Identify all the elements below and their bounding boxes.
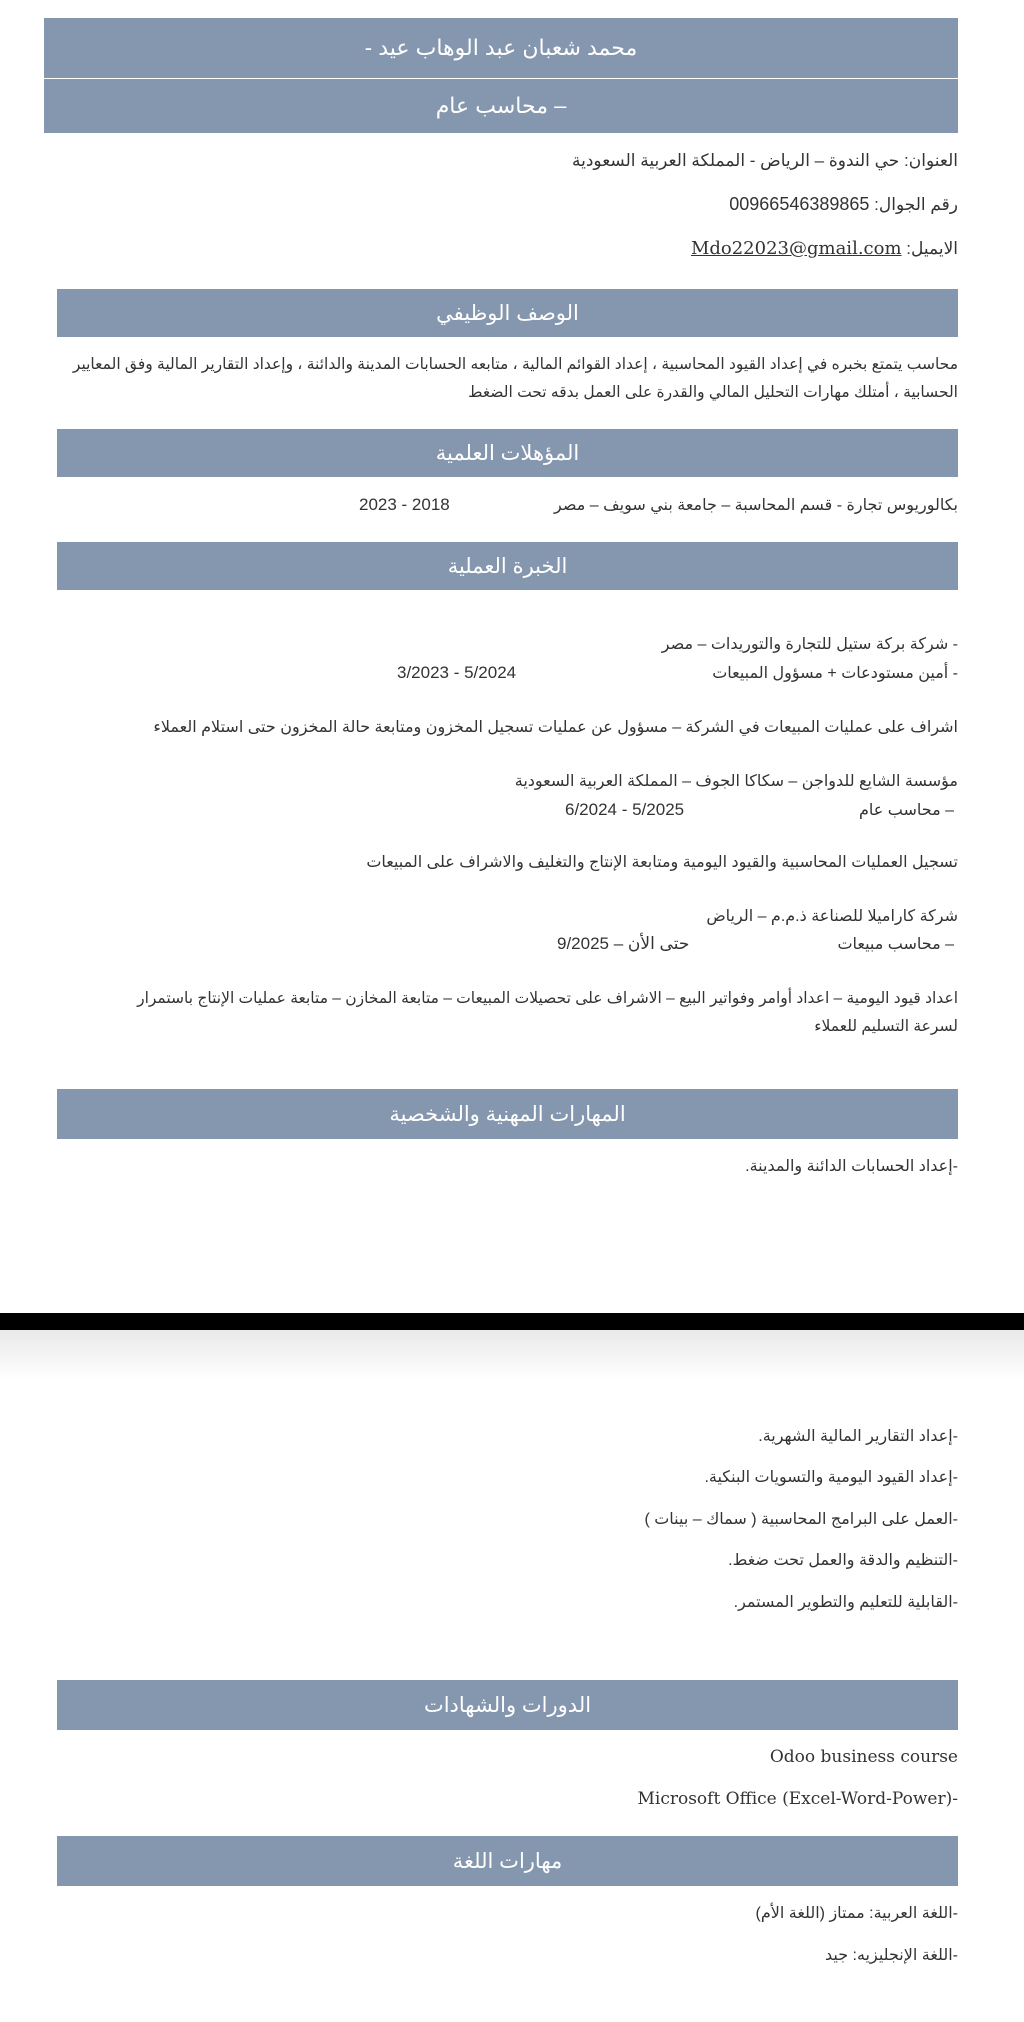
job1-description: اشراف على عمليات المبيعات في الشركة – مسؤول عن عمليات تسجيل المخزون ومتابعة حالة المخزون حتى استلام العملاء [153,719,958,736]
skill-item: -التنظيم والدقة والعمل تحت ضغط. [728,1552,958,1569]
address-label: العنوان: [904,151,958,170]
job1-dates: 3/2023 - 5/2024 [397,663,517,682]
page-break [0,1313,1024,1330]
address-value: حي الندوة – الرياض - المملكة العربية السعودية [572,151,900,170]
job2-dates: 6/2024 - 5/2025 [565,800,685,819]
phone-value: 00966546389865 [729,194,870,214]
job3-description [58,985,958,1041]
section-skills [57,1089,958,1139]
job2-role: – محاسب عام [858,802,954,819]
section-title: الوصف الوظيفي [436,301,579,325]
section-title: مهارات اللغة [452,1849,563,1873]
email-link[interactable]: Mdo22023@gmail.com [690,238,902,259]
section-education [57,429,958,477]
address-line [572,151,958,171]
summary-line: محاسب يتمتع بخبره في إعداد القيود المحاسبية ، إعداد القوائم المالية ، متابعه الحسابات المدينة والدائنة ، وإعداد التقارير المالية وفق المعايير [72,356,958,373]
skill-item: -إعداد القيود اليومية والتسويات البنكية. [704,1469,958,1486]
full-name: محمد شعبان عبد الوهاب عيد - [364,35,638,60]
section-languages [57,1836,958,1886]
job3-dates: 9/2025 – حتى الأن [557,934,690,953]
course-item: Odoo business course [769,1747,958,1767]
education-degree: بكالوريوس تجارة - قسم المحاسبة – جامعة بني سويف – مصر [554,497,958,514]
section-title: المهارات المهنية والشخصية [389,1102,626,1126]
job3-description-line: لسرعة التسليم للعملاء [814,1018,958,1035]
skill-item: -إعداد الحسابات الدائنة والمدينة. [745,1158,958,1175]
section-title: الخبرة العملية [447,554,568,578]
job2-company: مؤسسة الشايع للدواجن – سكاكا الجوف – المملكة العربية السعودية [514,773,958,790]
course-item: Microsoft Office (Excel-Word-Power)- [637,1789,958,1809]
phone-label: رقم الجوال: [874,195,958,214]
section-courses [57,1680,958,1730]
job3-role: – محاسب مبيعات [837,936,954,953]
job1-role: - أمين مستودعات + مسؤول المبيعات [712,665,958,682]
skill-item: -القابلية للتعليم والتطوير المستمر. [733,1594,958,1611]
name-banner [44,18,958,78]
job1-company: - شركة بركة ستيل للتجارة والتوريدات – مصر [661,636,958,653]
email-line [691,238,958,259]
section-title: الدورات والشهادات [423,1693,592,1717]
summary-paragraph [58,351,958,407]
job3-description-line: اعداد قيود اليومية – اعداد أوامر وفواتير البيع – الاشراف على تحصيلات المبيعات – متابعة المخازن – متابعة عمليات الإنتاج باستمرار [137,990,958,1007]
job3-company: شركة كاراميلا للصناعة ذ.م.م – الرياض [706,908,958,925]
education-years: 2023 - 2018 [359,495,450,514]
skill-item: -إعداد التقارير المالية الشهرية. [758,1428,958,1445]
language-item: -اللغة العربية: ممتاز (اللغة الأم) [755,1905,958,1922]
summary-line: الحسابية ، أمتلك مهارات التحليل المالي والقدرة على العمل بدقه تحت الضغط [468,384,958,401]
job2-description: تسجيل العمليات المحاسبية والقيود اليومية ومتابعة الإنتاج والتغليف والاشراف على المبيعات [366,854,958,871]
section-title: المؤهلات العلمية [435,441,580,465]
page-top-shadow [0,1330,1024,1380]
language-item: -اللغة الإنجليزيه: جيد [824,1947,958,1964]
section-job-description [57,289,958,337]
job-title-banner [44,79,958,133]
section-experience [57,542,958,590]
job-title: – محاسب عام [435,93,567,118]
phone-line [729,194,958,215]
skill-item: -العمل على البرامج المحاسبية ( سماك – بينات ) [644,1511,958,1528]
email-label: الايميل: [906,239,958,258]
